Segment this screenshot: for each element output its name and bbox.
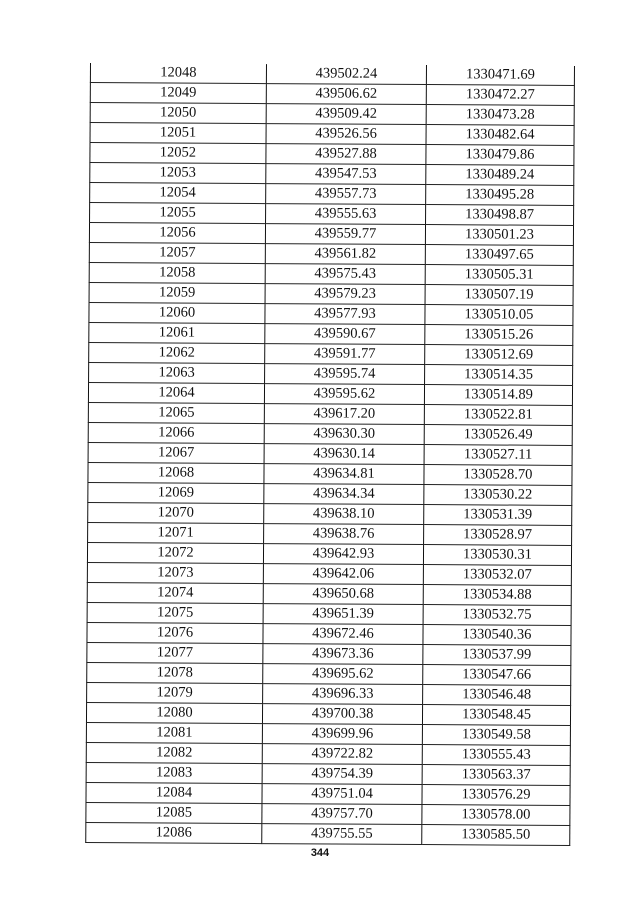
table-row [87,602,571,625]
table-row [90,143,574,166]
table-row [87,542,571,565]
y-coordinate-cell: 1330530.22 [424,485,572,506]
point-id-cell: 12058 [89,262,265,283]
x-coordinate-cell: 439526.56 [266,124,426,145]
table-row [87,662,571,685]
point-id-cell: 12055 [90,203,266,224]
y-coordinate-cell: 1330563.37 [422,765,570,786]
y-coordinate-cell: 1330489.24 [426,165,574,186]
x-coordinate-cell: 439595.74 [265,364,425,385]
table-row [86,822,570,845]
x-coordinate-cell: 439591.77 [265,344,425,365]
table-row [86,802,570,825]
table-row [90,163,574,186]
table-row [89,322,573,345]
point-id-cell: 12060 [89,302,265,323]
y-coordinate-cell: 1330534.88 [423,585,571,606]
x-coordinate-cell: 439561.82 [265,244,425,265]
x-coordinate-cell: 439673.36 [263,644,423,665]
x-coordinate-cell: 439672.46 [263,624,423,645]
table-row [88,502,572,525]
x-coordinate-cell: 439595.62 [264,384,424,405]
x-coordinate-cell: 439579.23 [265,284,425,305]
point-id-cell: 12064 [88,382,264,403]
y-coordinate-cell: 1330472.27 [426,85,574,106]
x-coordinate-cell: 439557.73 [266,184,426,205]
point-id-cell: 12081 [86,722,262,743]
x-coordinate-cell: 439509.42 [266,104,426,125]
x-coordinate-cell: 439638.10 [264,504,424,525]
point-id-cell: 12063 [89,362,265,383]
y-coordinate-cell: 1330512.69 [425,345,573,366]
point-id-cell: 12050 [90,103,266,124]
x-coordinate-cell: 439506.62 [266,84,426,105]
point-id-cell: 12069 [88,482,264,503]
x-coordinate-cell: 439577.93 [265,304,425,325]
y-coordinate-cell: 1330514.89 [424,385,572,406]
point-id-cell: 12073 [87,562,263,583]
y-coordinate-cell: 1330547.66 [423,665,571,686]
y-coordinate-cell: 1330479.86 [426,145,574,166]
x-coordinate-cell: 439617.20 [264,404,424,425]
point-id-cell: 12082 [86,742,262,763]
x-coordinate-cell: 439722.82 [262,744,422,765]
point-id-cell: 12066 [88,422,264,443]
y-coordinate-cell: 1330522.81 [424,405,572,426]
point-id-cell: 12049 [90,83,266,104]
point-id-cell: 12056 [89,223,265,244]
point-id-cell: 12070 [88,502,264,523]
x-coordinate-cell: 439754.39 [262,764,422,785]
y-coordinate-cell: 1330515.26 [425,325,573,346]
x-coordinate-cell: 439527.88 [266,144,426,165]
table-row [90,203,574,226]
point-id-cell: 12079 [87,682,263,703]
x-coordinate-cell: 439630.14 [264,444,424,465]
table-row [86,722,570,745]
table-row [86,762,570,785]
y-coordinate-cell: 1330510.05 [425,305,573,326]
y-coordinate-cell: 1330549.58 [422,725,570,746]
y-coordinate-cell: 1330471.69 [426,65,574,85]
table-row [89,342,573,365]
y-coordinate-cell: 1330548.45 [422,705,570,726]
y-coordinate-cell: 1330532.07 [423,565,571,586]
table-row [90,123,574,146]
point-id-cell: 12065 [88,402,264,423]
table-row [87,562,571,585]
table-row [87,582,571,605]
point-id-cell: 12085 [86,802,262,823]
x-coordinate-cell: 439634.34 [264,484,424,505]
table-row [86,742,570,765]
point-id-cell: 12054 [90,183,266,204]
table-row [89,242,573,265]
y-coordinate-cell: 1330555.43 [422,745,570,766]
x-coordinate-cell: 439630.30 [264,424,424,445]
x-coordinate-cell: 439755.55 [262,824,422,845]
table-row [89,282,573,305]
point-id-cell: 12062 [89,342,265,363]
x-coordinate-cell: 439502.24 [266,64,426,84]
table-row [86,782,570,805]
y-coordinate-cell: 1330576.29 [422,785,570,806]
y-coordinate-cell: 1330495.28 [426,185,574,206]
coordinates-table-body [86,63,575,845]
x-coordinate-cell: 439651.39 [263,604,423,625]
y-coordinate-cell: 1330578.00 [422,805,570,826]
table-row [90,103,574,126]
y-coordinate-cell: 1330528.97 [424,525,572,546]
table-row [90,83,574,106]
x-coordinate-cell: 439547.53 [266,164,426,185]
x-coordinate-cell: 439559.77 [265,224,425,245]
y-coordinate-cell: 1330482.64 [426,125,574,146]
x-coordinate-cell: 439575.43 [265,264,425,285]
point-id-cell: 12078 [87,662,263,683]
point-id-cell: 12071 [88,522,264,543]
x-coordinate-cell: 439751.04 [262,784,422,805]
y-coordinate-cell: 1330540.36 [423,625,571,646]
point-id-cell: 12086 [86,822,262,843]
point-id-cell: 12068 [88,462,264,483]
y-coordinate-cell: 1330473.28 [426,105,574,126]
table-row [89,302,573,325]
x-coordinate-cell: 439634.81 [264,464,424,485]
point-id-cell: 12067 [88,442,264,463]
table-row [89,262,573,285]
table-row [86,702,570,725]
y-coordinate-cell: 1330501.23 [425,225,573,246]
x-coordinate-cell: 439650.68 [263,584,423,605]
point-id-cell: 12061 [89,322,265,343]
table-row [88,402,572,425]
point-id-cell: 12051 [90,123,266,144]
x-coordinate-cell: 439757.70 [262,804,422,825]
y-coordinate-cell: 1330546.48 [423,685,571,706]
x-coordinate-cell: 439696.33 [263,684,423,705]
table-row [90,183,574,206]
point-id-cell: 12080 [86,702,262,723]
point-id-cell: 12059 [89,282,265,303]
x-coordinate-cell: 439700.38 [262,704,422,725]
table-row [88,522,572,545]
x-coordinate-cell: 439555.63 [266,204,426,225]
table-row [87,682,571,705]
point-id-cell: 12053 [90,163,266,184]
point-id-cell: 12076 [87,622,263,643]
table-row [90,63,574,85]
page-number: 344 [310,847,330,859]
x-coordinate-cell: 439638.76 [264,524,424,545]
point-id-cell: 12075 [87,602,263,623]
y-coordinate-cell: 1330532.75 [423,605,571,626]
y-coordinate-cell: 1330497.65 [425,245,573,266]
x-coordinate-cell: 439695.62 [263,664,423,685]
point-id-cell: 12052 [90,143,266,164]
point-id-cell: 12048 [90,63,266,84]
y-coordinate-cell: 1330585.50 [422,825,570,846]
y-coordinate-cell: 1330527.11 [424,445,572,466]
point-id-cell: 12057 [89,242,265,263]
x-coordinate-cell: 439642.93 [263,544,423,565]
y-coordinate-cell: 1330537.99 [423,645,571,666]
y-coordinate-cell: 1330505.31 [425,265,573,286]
table-row [87,642,571,665]
x-coordinate-cell: 439699.96 [262,724,422,745]
y-coordinate-cell: 1330498.87 [426,205,574,226]
y-coordinate-cell: 1330514.35 [425,365,573,386]
table-row [88,422,572,445]
point-id-cell: 12084 [86,782,262,803]
point-id-cell: 12083 [86,762,262,783]
coordinates-table [85,63,575,846]
table-row [88,442,572,465]
y-coordinate-cell: 1330531.39 [424,505,572,526]
point-id-cell: 12072 [87,542,263,563]
x-coordinate-cell: 439590.67 [265,324,425,345]
table-row [88,462,572,485]
x-coordinate-cell: 439642.06 [263,564,423,585]
table-row [88,482,572,505]
table-row [89,362,573,385]
table-row [89,223,573,246]
y-coordinate-cell: 1330507.19 [425,285,573,306]
y-coordinate-cell: 1330530.31 [423,545,571,566]
y-coordinate-cell: 1330528.70 [424,465,572,486]
point-id-cell: 12074 [87,582,263,603]
table-row [87,622,571,645]
point-id-cell: 12077 [87,642,263,663]
table-row [88,382,572,405]
y-coordinate-cell: 1330526.49 [424,425,572,446]
